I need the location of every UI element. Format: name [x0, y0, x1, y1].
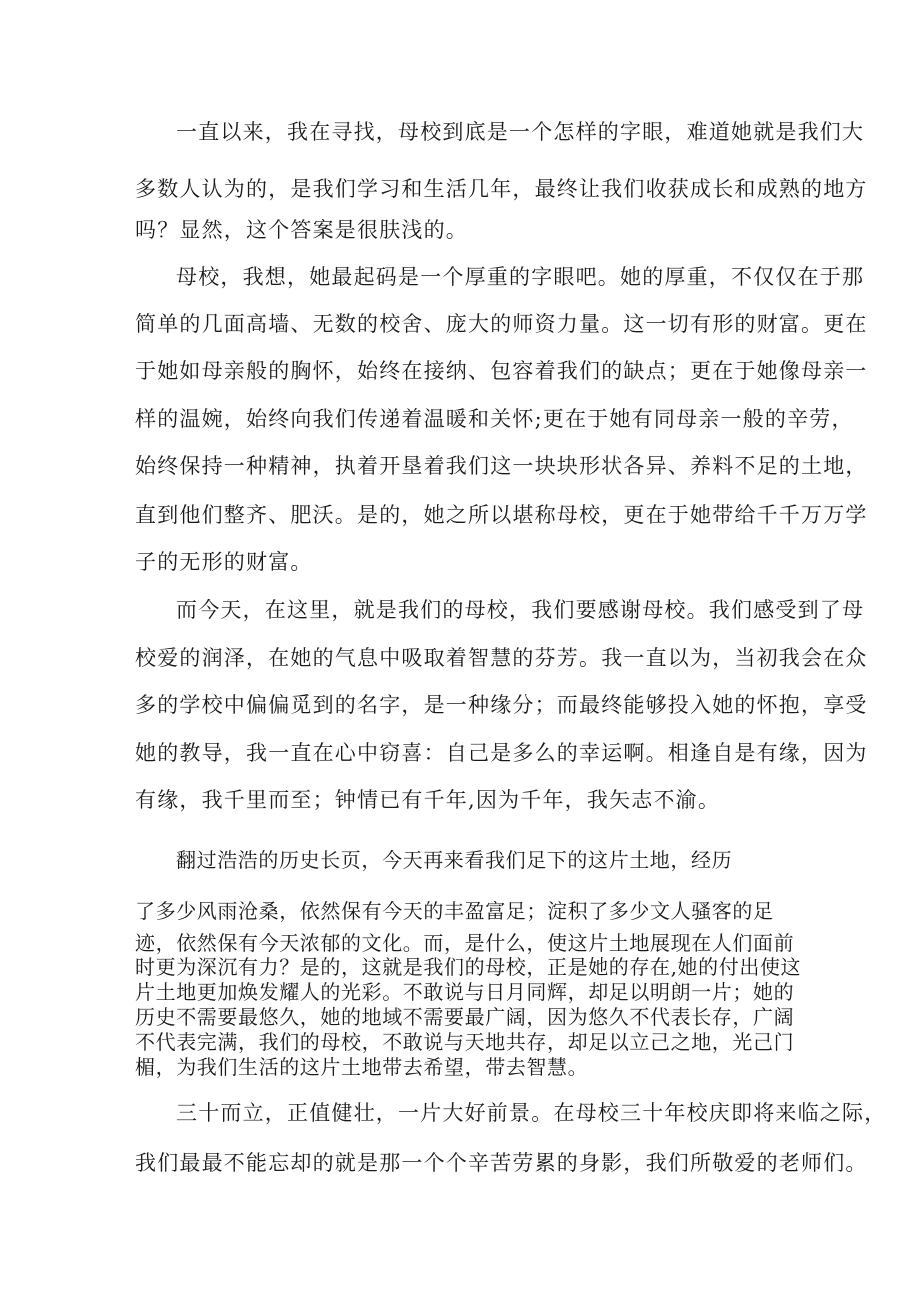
paragraph-4-line-8: 楣，为我们生活的这片土地带去希望，带去智慧。: [135, 1055, 589, 1079]
paragraph-2-line-3: 于她如母亲般的胸怀，始终在接纳、包容着我们的缺点；更在于她像母亲一: [135, 359, 868, 383]
paragraph-3-line-3: 多的学校中偏偏觅到的名字，是一种缘分；而最终能够投入她的怀抱，享受: [135, 693, 868, 717]
paragraph-5-line-2: 我们最最不能忘却的就是那一个个辛苦劳累的身影，我们所敬爱的老师们。: [135, 1151, 868, 1175]
paragraph-2-line-7: 子的无形的财富。: [135, 550, 313, 574]
paragraph-5-line-1: 三十而立，正值健壮，一片大好前景。在母校三十年校庆即将来临之际，: [176, 1101, 887, 1125]
paragraph-2-line-5: 始终保持一种精神，执着开垦着我们这一块块形状各异、养料不足的土地，: [135, 454, 868, 478]
paragraph-4-line-3: 迹，依然保有今天浓郁的文化。而，是什么，使这片土地展现在人们面前: [135, 931, 795, 955]
paragraph-4-line-7: 不代表完满，我们的母校，不敢说与天地共存，却足以立己之地，光己门: [135, 1030, 795, 1054]
paragraph-2-line-1: 母校，我想，她最起码是一个厚重的字眼吧。她的厚重，不仅仅在于那: [176, 265, 865, 289]
paragraph-3-line-5: 有缘，我千里而至；钟情已有千年,因为千年，我矢志不渝。: [135, 788, 721, 812]
paragraph-4-line-4: 时更为深沉有力？是的，这就是我们的母校，正是她的存在,她的付出使这: [135, 955, 802, 979]
paragraph-2-line-2: 简单的几面高墙、无数的校舍、庞大的师资力量。这一切有形的财富。更在: [135, 312, 868, 336]
paragraph-3-line-2: 校爱的润泽，在她的气息中吸取着智慧的芬芳。我一直以为，当初我会在众: [135, 646, 868, 670]
paragraph-1-line-3: 吗？显然，这个答案是很肤浅的。: [135, 218, 468, 242]
paragraph-4-line-5: 片土地更加焕发耀人的光彩。不敢说与日月同辉，却足以明朗一片；她的: [135, 980, 795, 1004]
paragraph-2-line-6: 直到他们整齐、肥沃。是的，她之所以堪称母校，更在于她带给千千万万学: [135, 503, 868, 527]
paragraph-4-line-2: 了多少风雨沧桑，依然保有今天的丰盈富足；淀积了多少文人骚客的足: [135, 899, 774, 923]
paragraph-4-line-1: 翻过浩浩的历史长页，今天再来看我们足下的这片土地，经历: [176, 848, 733, 872]
paragraph-4-line-6: 历史不需要最悠久，她的地域不需要最广阔，因为悠久不代表长存，广阔: [135, 1005, 795, 1029]
paragraph-2-line-4: 样的温婉，始终向我们传递着温暖和关怀;更在于她有同母亲一般的辛劳，: [135, 407, 854, 431]
paragraph-3-line-1: 而今天，在这里，就是我们的母校，我们要感谢母校。我们感受到了母: [176, 598, 865, 622]
paragraph-1-line-2: 多数人认为的，是我们学习和生活几年，最终让我们收获成长和成熟的地方: [135, 177, 868, 201]
paragraph-3-line-4: 她的教导，我一直在心中窃喜：自己是多么的幸运啊。相逢自是有缘，因为: [135, 741, 868, 765]
paragraph-1-line-1: 一直以来，我在寻找，母校到底是一个怎样的字眼，难道她就是我们大: [176, 120, 865, 144]
